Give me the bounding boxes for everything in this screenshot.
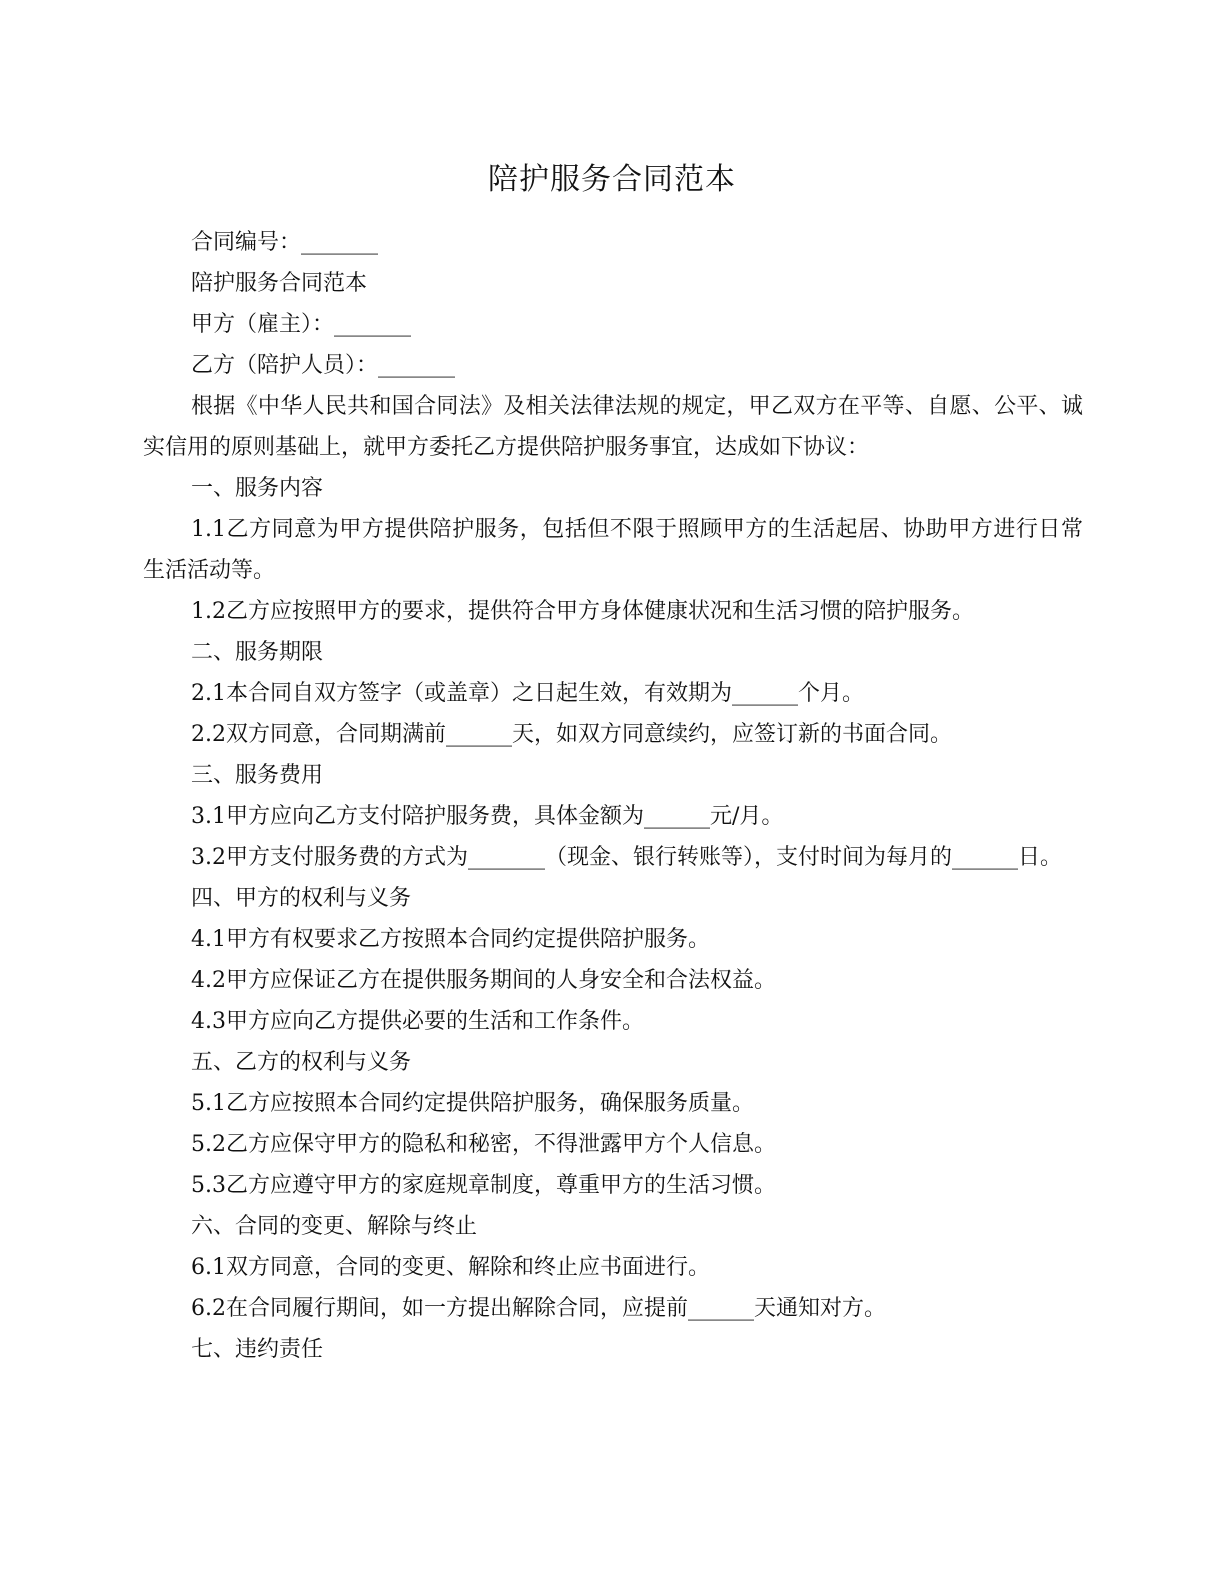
- section-heading-2: 二、服务期限: [191, 640, 324, 665]
- document-body: [143, 222, 1083, 1370]
- contract-number-line: 合同编号：_______: [191, 230, 379, 255]
- clause-4-3: 4.3甲方应向乙方提供必要的生活和工作条件。: [191, 1009, 644, 1034]
- clause-5-3: 5.3乙方应遵守甲方的家庭规章制度，尊重甲方的生活习惯。: [191, 1173, 776, 1198]
- clause-3-2: 3.2甲方支付服务费的方式为_______（现金、银行转账等），支付时间为每月的______日。: [191, 845, 1062, 870]
- clause-4-2: 4.2甲方应保证乙方在提供服务期间的人身安全和合法权益。: [191, 968, 776, 993]
- document-title: 陪护服务合同范本: [488, 162, 736, 197]
- section-heading-7: 七、违约责任: [191, 1337, 324, 1362]
- preamble-paragraph: 根据《中华人民共和国合同法》及相关法律法规的规定，甲乙双方在平等、自愿、公平、诚实信用的原则基础上，就甲方委托乙方提供陪护服务事宜，达成如下协议：: [143, 394, 1083, 460]
- clause-1-2: 1.2乙方应按照甲方的要求，提供符合甲方身体健康状况和生活习惯的陪护服务。: [191, 599, 974, 624]
- section-heading-1: 一、服务内容: [191, 476, 324, 501]
- clause-2-1: 2.1本合同自双方签字（或盖章）之日起生效，有效期为______个月。: [191, 681, 864, 706]
- party-a-line: 甲方（雇主）：_______: [191, 312, 412, 337]
- section-heading-5: 五、乙方的权利与义务: [191, 1050, 412, 1075]
- section-heading-3: 三、服务费用: [191, 763, 324, 788]
- clause-1-1: 1.1乙方同意为甲方提供陪护服务，包括但不限于照顾甲方的生活起居、协助甲方进行日常生活活动等。: [143, 517, 1083, 583]
- section-heading-4: 四、甲方的权利与义务: [191, 886, 412, 911]
- clause-6-2: 6.2在合同履行期间，如一方提出解除合同，应提前______天通知对方。: [191, 1296, 886, 1321]
- clause-2-2: 2.2双方同意，合同期满前______天，如双方同意续约，应签订新的书面合同。: [191, 722, 952, 747]
- clause-3-1: 3.1甲方应向乙方支付陪护服务费，具体金额为______元/月。: [191, 804, 784, 829]
- section-heading-6: 六、合同的变更、解除与终止: [191, 1214, 478, 1239]
- clause-4-1: 4.1甲方有权要求乙方按照本合同约定提供陪护服务。: [191, 927, 710, 952]
- clause-5-2: 5.2乙方应保守甲方的隐私和秘密，不得泄露甲方个人信息。: [191, 1132, 776, 1157]
- clause-6-1: 6.1双方同意，合同的变更、解除和终止应书面进行。: [191, 1255, 710, 1280]
- clause-5-1: 5.1乙方应按照本合同约定提供陪护服务，确保服务质量。: [191, 1091, 754, 1116]
- party-b-line: 乙方（陪护人员）：_______: [191, 353, 456, 378]
- contract-name-line: 陪护服务合同范本: [191, 271, 368, 296]
